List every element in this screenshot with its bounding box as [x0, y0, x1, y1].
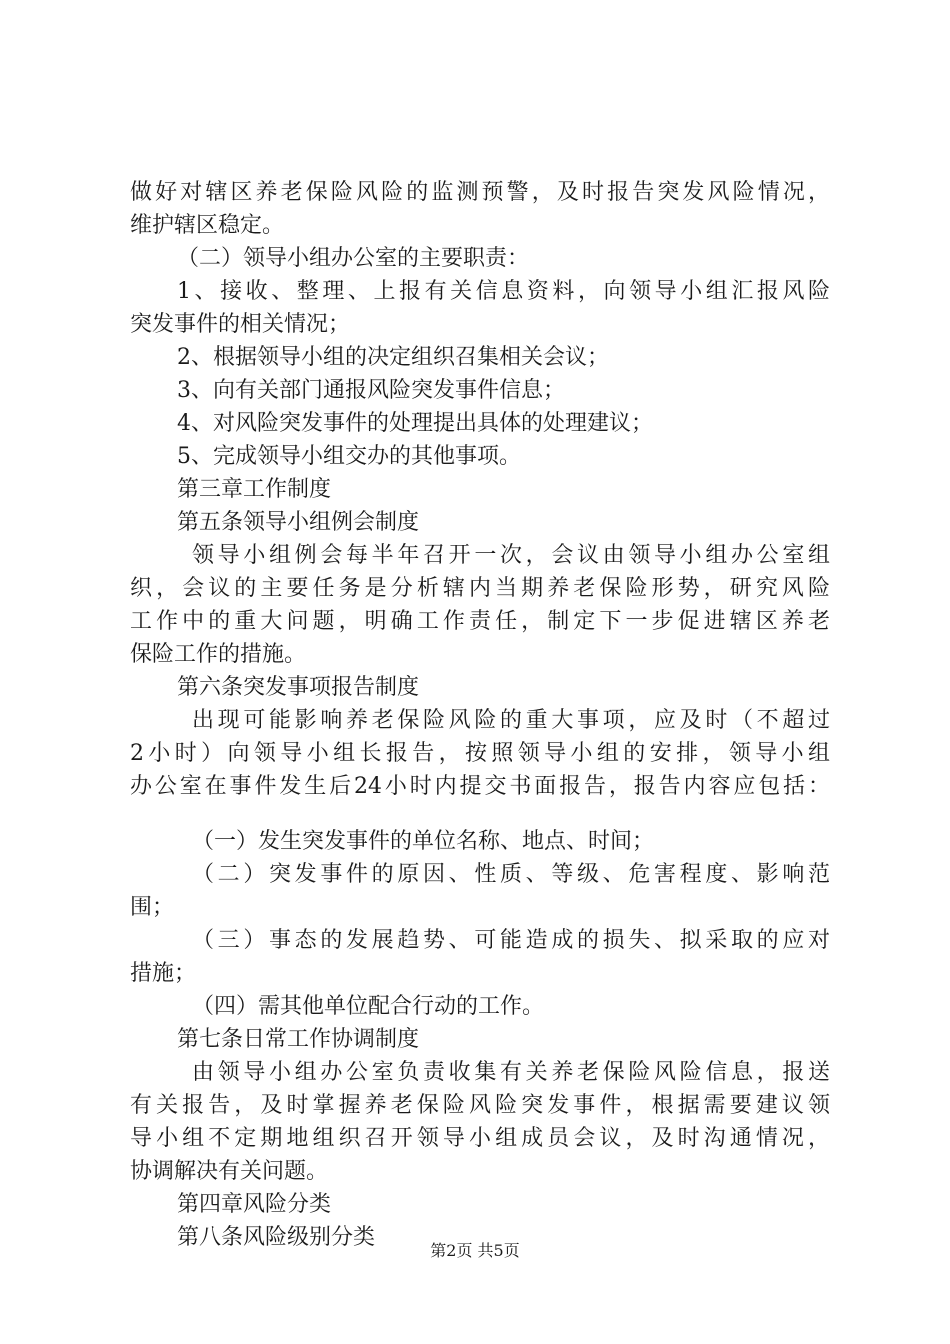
list-item: （四）需其他单位配合行动的工作。	[192, 994, 545, 1019]
paragraph-line: 导小组不定期地组织召开领导小组成员会议，及时沟通情况，	[130, 1126, 830, 1151]
paragraph-line: 2小时）向领导小组长报告，按照领导小组的安排，领导小组	[130, 741, 830, 766]
article-heading: 第五条领导小组例会制度	[177, 510, 420, 535]
paragraph-line: 协调解决有关问题。	[130, 1159, 329, 1184]
list-item: 2、根据领导小组的决定组织召集相关会议；	[177, 345, 609, 370]
article-heading: 第八条风险级别分类	[177, 1225, 376, 1250]
paragraph-line: 办公室在事件发生后24小时内提交书面报告，报告内容应包括：	[130, 774, 830, 799]
paragraph-gap	[130, 803, 830, 825]
list-item: 5、完成领导小组交办的其他事项。	[177, 444, 521, 469]
page-footer	[0, 1241, 950, 1261]
document-body	[130, 176, 830, 1254]
section-heading: （二）领导小组办公室的主要职责：	[177, 246, 530, 271]
body-line: 做好对辖区养老保险风险的监测预警，及时报告突发风险情况，	[130, 180, 830, 205]
paragraph-line: 有关报告，及时掌握养老保险风险突发事件，根据需要建议领	[130, 1093, 830, 1118]
article-heading: 第七条日常工作协调制度	[177, 1027, 420, 1052]
list-item: （一）发生突发事件的单位名称、地点、时间；	[192, 829, 655, 854]
paragraph-line: 织，会议的主要任务是分析辖内当期养老保险形势，研究风险	[130, 576, 830, 601]
list-item-continued: 措施；	[130, 961, 197, 986]
list-item: 1、接收、整理、上报有关信息资料，向领导小组汇报风险	[177, 279, 830, 304]
body-line: 维护辖区稳定。	[130, 213, 285, 238]
paragraph-line: 保险工作的措施。	[130, 642, 307, 667]
page-number: 第2页 共5页	[430, 1241, 520, 1260]
paragraph-line: 出现可能影响养老保险风险的重大事项，应及时（不超过	[192, 708, 830, 733]
list-item-continued: 突发事件的相关情况；	[130, 312, 351, 337]
paragraph-line: 领导小组例会每半年召开一次，会议由领导小组办公室组	[192, 543, 830, 568]
list-item: 4、对风险突发事件的处理提出具体的处理建议；	[177, 411, 653, 436]
paragraph-line: 工作中的重大问题，明确工作责任，制定下一步促进辖区养老	[130, 609, 830, 634]
list-item: （二）突发事件的原因、性质、等级、危害程度、影响范	[192, 862, 830, 887]
paragraph-line: 由领导小组办公室负责收集有关养老保险风险信息，报送	[192, 1060, 830, 1085]
chapter-heading: 第三章工作制度	[177, 477, 332, 502]
list-item-continued: 围；	[130, 895, 175, 920]
list-item: 3、向有关部门通报风险突发事件信息；	[177, 378, 565, 403]
chapter-heading: 第四章风险分类	[177, 1192, 332, 1217]
article-heading: 第六条突发事项报告制度	[177, 675, 420, 700]
list-item: （三）事态的发展趋势、可能造成的损失、拟采取的应对	[192, 928, 830, 953]
